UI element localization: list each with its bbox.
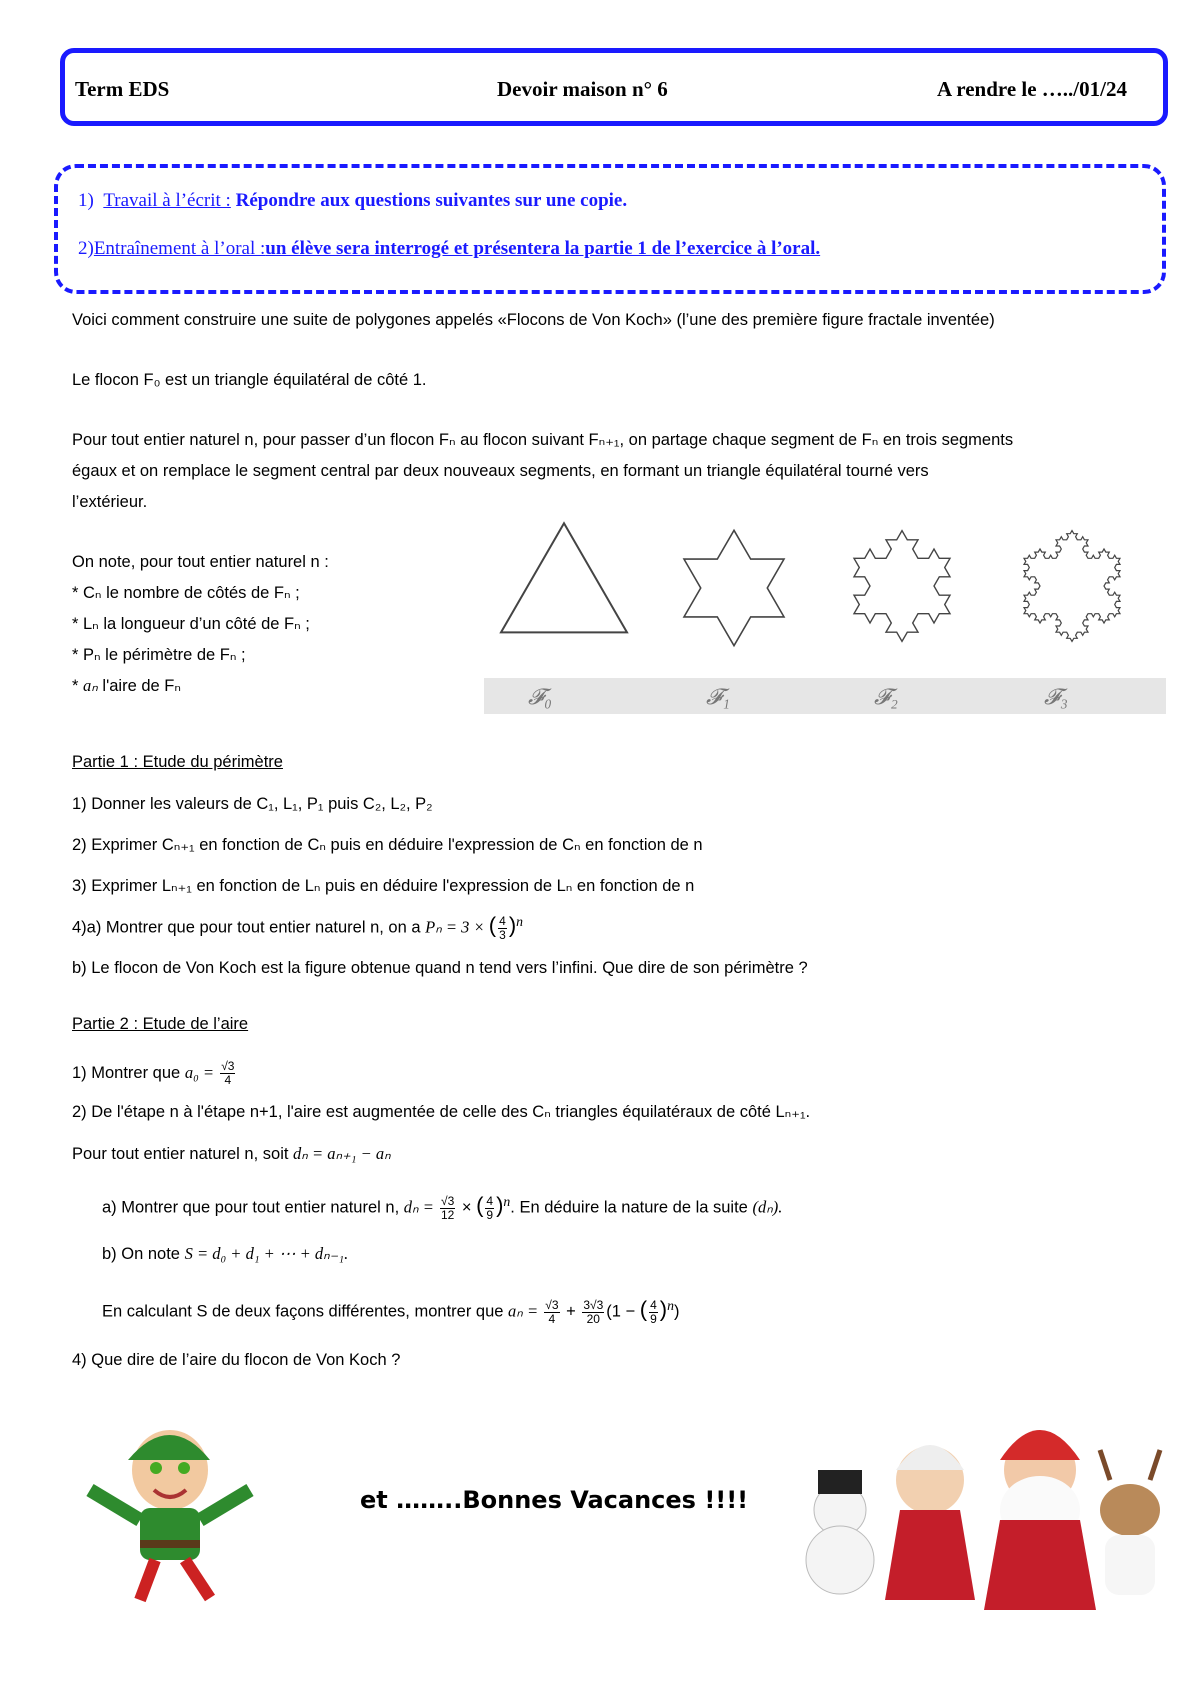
koch-snowflake-figure bbox=[484, 488, 1166, 714]
part2-q2: 2) De l'étape n à l'étape n+1, l'aire est augmentée de celle des Cₙ triangles équilatéraux de côté Lₙ₊₁. bbox=[72, 1103, 811, 1121]
label-f1: 𝓕₁ bbox=[706, 684, 730, 709]
instruction-1: 1) Travail à l’écrit : Répondre aux questions suivantes sur une copie. bbox=[78, 190, 628, 211]
label-f3: 𝓕₃ bbox=[1044, 684, 1068, 709]
koch-f1 bbox=[684, 530, 784, 645]
notation-l: * Lₙ la longueur d’un côté de Fₙ ; bbox=[72, 615, 310, 633]
koch-outline-1 bbox=[684, 530, 784, 645]
notation-a: * aₙ l'aire de Fₙ bbox=[72, 676, 181, 695]
koch-outline-0 bbox=[501, 523, 627, 632]
koch-outline-2 bbox=[854, 531, 950, 642]
christmas-characters-illustration bbox=[800, 1400, 1180, 1620]
part1-q4a: 4)a) Montrer que pour tout entier naturel n, on a Pₙ = 3 × ( $\frac{4}{3}$ )$^n$ bbox=[72, 912, 524, 942]
instructions-box bbox=[54, 164, 1166, 294]
elf-illustration bbox=[70, 1420, 270, 1610]
koch-f0 bbox=[501, 523, 627, 632]
koch-outline-3 bbox=[1024, 531, 1120, 642]
header-due-date: A rendre le …../01/24 bbox=[937, 77, 1127, 101]
part1-q1: 1) Donner les valeurs de C₁, L₁, P₁ puis C₂, L₂, P₂ bbox=[72, 795, 433, 813]
part1-q4b: b) Le flocon de Von Koch est la figure obtenue quand n tend vers l’infini. Que dire de son périmètre ? bbox=[72, 959, 808, 977]
koch-f3 bbox=[1024, 531, 1120, 642]
part1-q3: 3) Exprimer Lₙ₊₁ en fonction de Lₙ puis en déduire l'expression de Lₙ en fonction de n bbox=[72, 877, 695, 895]
header-class: Term EDS bbox=[75, 77, 170, 101]
intro-f0: Le flocon F₀ est un triangle équilatéral de côté 1. bbox=[72, 371, 427, 389]
intro-construction-3: l’extérieur. bbox=[72, 493, 148, 511]
intro-construction-2: égaux et on remplace le segment central par deux nouveaux segments, en formant un triangle équilatéral tourné vers bbox=[72, 462, 929, 480]
koch-f2 bbox=[854, 531, 950, 642]
intro-construction-1: Pour tout entier naturel n, pour passer d’un flocon Fₙ au flocon suivant Fₙ₊₁, on partage chaque segment de Fₙ en trois segments bbox=[72, 431, 1014, 449]
header-box bbox=[60, 48, 1168, 126]
part2-title: Partie 2 : Etude de l’aire bbox=[72, 1015, 249, 1033]
part2-qa: a) Montrer que pour tout entier naturel n, dₙ = $\frac{√3}{12}$ × ( $\frac{4}{9}$ )$^n$. En déduire la nature de la suite (dₙ). bbox=[102, 1192, 783, 1222]
part2-q4: 4) Que dire de l’aire du flocon de Von Koch ? bbox=[72, 1351, 401, 1369]
notation-intro: On note, pour tout entier naturel n : bbox=[72, 553, 329, 571]
part2-qc: En calculant S de deux façons différentes, montrer que aₙ = $\frac{√3}{4}$ + $\frac{3√3}{20}$ (1 − ( $\frac{4}{9}$ )$^n$) bbox=[102, 1296, 680, 1326]
part2-qb: b) On note S = d₀ + d₁ + ⋯ + dₙ₋₁. bbox=[102, 1244, 349, 1263]
part1-title: Partie 1 : Etude du périmètre bbox=[72, 753, 283, 771]
koch-shapes bbox=[484, 488, 1166, 678]
notation-c: * Cₙ le nombre de côtés de Fₙ ; bbox=[72, 584, 300, 602]
instruction-2: 2)Entraînement à l’oral :un élève sera interrogé et présentera la partie 1 de l’exercice à l’oral. bbox=[78, 238, 821, 259]
part2-q1: 1) Montrer que a₀ = $\frac{√3}{4}$ bbox=[72, 1059, 235, 1087]
label-f2: 𝓕₂ bbox=[874, 684, 898, 709]
header-title: Devoir maison n° 6 bbox=[497, 77, 668, 101]
part2-q2b: Pour tout entier naturel n, soit dₙ = aₙ₊₁ − aₙ bbox=[72, 1144, 391, 1163]
notation-p: * Pₙ le périmètre de Fₙ ; bbox=[72, 646, 246, 664]
holiday-message: et ……..Bonnes Vacances !!!! bbox=[360, 1486, 749, 1514]
intro-paragraph: Voici comment construire une suite de polygones appelés «Flocons de Von Koch» (l’une des première figure fractale inventée) bbox=[72, 311, 995, 329]
label-f0: 𝓕₀ bbox=[528, 684, 552, 709]
part1-q2: 2) Exprimer Cₙ₊₁ en fonction de Cₙ puis en déduire l'expression de Cₙ en fonction de n bbox=[72, 836, 703, 854]
